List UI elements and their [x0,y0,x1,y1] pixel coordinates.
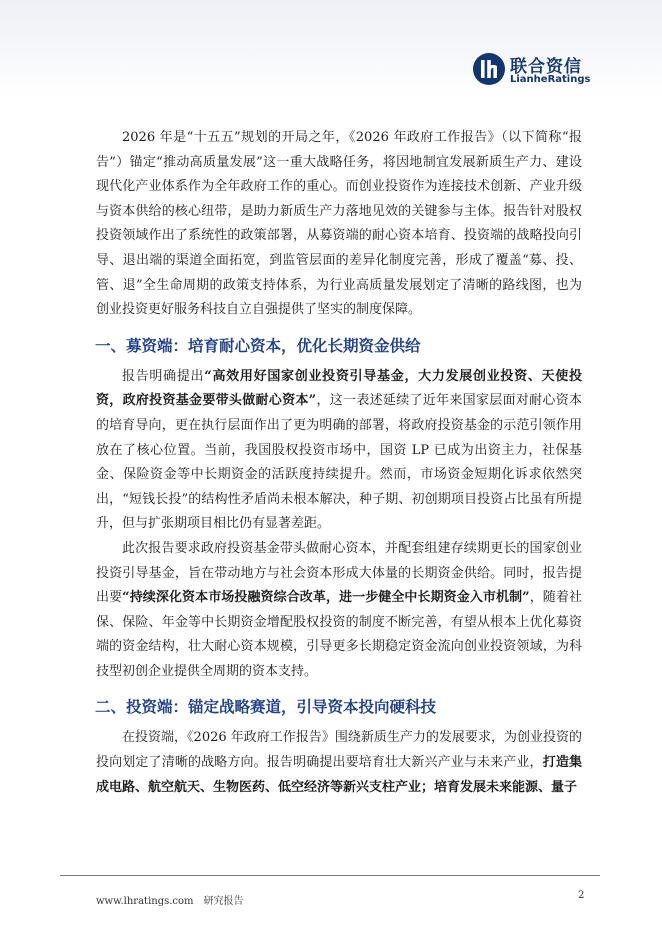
fundraising-paragraph-2 [96,537,582,685]
text-run: 报告明确提出 [122,368,205,384]
company-logo [472,52,596,88]
footer-label: 研究报告 [203,896,244,907]
lianhe-logo-icon [472,52,506,86]
header-band [0,0,662,100]
logo-english-name: LianheRatings [510,74,591,85]
footer-divider [60,875,600,876]
text-run: ，随着社保、保险、年金等中长期资金增配股权投资的制度不断完善，有望从根本上优化募资端的资金结构，壮大耐心资本规模，引导更多长期稳定资金流向创业投资领域，为科技型初创企业提供全周期的资本支持。 [96,590,582,679]
footer-info [96,892,244,907]
report-body [96,126,582,800]
footer-website-link[interactable]: www.lhratings.com [96,896,194,907]
text-run: ，这一表述延续了近年来国家层面对耐心资本的培育导向，更在执行层面作出了更为明确的部署，将政府投资基金的示范引领作用放在了核心位置。当前，我国股权投资市场中，国资 LP 已成为出资主力，社保基金、保险资金等中长期资金的活跃度持续提升。然而，市场资金短期化诉求依然突出，“短钱长投”的结构性矛盾尚未根本解决，种子期、初创期项目投资占比虽有所提升，但与扩张期项目相比仍有显著差距。 [96,393,582,532]
text-run: 此次报告要求政府投资基金带头做耐心资本，并配套组建存续期更长的国家创业投资引导基金，旨在带动地方与社会资本形成大体量的长期资金供给。同时，报告提出要 [96,540,582,606]
investment-paragraph [96,726,582,800]
text-run: 在投资端，《2026 年政府工作报告》围绕新质生产力的发展要求，为创业投资的投向划定了清晰的战略方向。报告明确提出要培育壮大新兴产业与未来产业， [96,730,582,771]
page-number: 2 [578,890,585,901]
logo-chinese-name: 联合资信 [510,57,582,77]
fundraising-paragraph-1 [96,365,582,537]
intro-paragraph: 2026 年是“十五五”规划的开局之年，《2026 年政府工作报告》（以下简称“报告”）锚定“推动高质量发展”这一重大战略任务，将因地制宜发展新质生产力、建设现代化产业体系作为全年政府工作的重心。而创业投资作为连接技术创新、产业升级与资本供给的核心纽带，是助力新质生产力落地见效的关键参与主体。报告针对股权投资领域作出了系统性的政策部署，从募资端的耐心资本培育、投资端的战略投向引导、退出端的渠道全面拓宽，到监管层面的差异化制度完善，形成了覆盖“募、投、管、退”全生命周期的政策支持体系，为行业高质量发展划定了清晰的路线图，也为创业投资更好服务科技自立自强提供了坚实的制度保障。 [96,130,582,318]
section-heading-investment: 二、投资端：锚定战略赛道，引导资本投向硬科技 [95,698,437,717]
section-heading-fundraising: 一、募资端：培育耐心资本，优化长期资金供给 [95,336,421,355]
bold-quote: “持续深化资本市场投融资综合改革，进一步健全中长期资金入市机制” [122,590,530,606]
bold-quote: “高效用好国家创业投资引导基金，大力发展创业投资、天使投资，政府投资基金要带头做耐心资本” [96,368,582,409]
bold-text: 打造集成电路、航空航天、生物医药、低空经济等新兴支柱产业；培育发展未来能源、量子 [96,755,582,795]
